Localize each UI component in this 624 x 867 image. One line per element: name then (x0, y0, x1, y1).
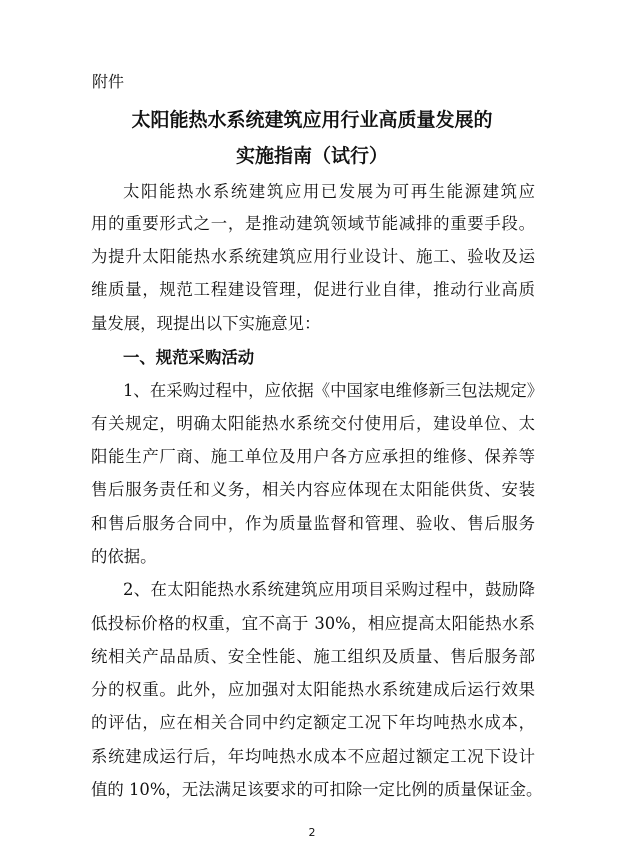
item-1-line: 售后服务责任和义务，相关内容应体现在太阳能供货、安装 (91, 480, 535, 499)
item-2-line: 统相关产品品质、安全性能、施工组织及质量、售后服务部 (91, 647, 535, 666)
item-2-line: 2、在太阳能热水系统建筑应用项目采购过程中，鼓励降 (123, 580, 535, 599)
item-1-line: 1、在采购过程中，应依据《中国家电维修新三包法规定》 (123, 381, 544, 400)
section-heading: 一、规范采购活动 (123, 348, 255, 367)
item-2-line: 低投标价格的权重，宜不高于 30%，相应提高太阳能热水系 (91, 614, 535, 633)
intro-paragraph-line: 太阳能热水系统建筑应用已发展为可再生能源建筑应 (123, 182, 535, 201)
item-2-line: 值的 10%，无法满足该要求的可扣除一定比例的质量保证金。 (91, 780, 543, 799)
item-2-line: 系统建成运行后，年均吨热水成本不应超过额定工况下设计 (91, 747, 535, 766)
item-1-line: 的依据。 (91, 547, 157, 566)
item-1-line: 和售后服务合同中，作为质量监督和管理、验收、售后服务 (91, 514, 535, 533)
document-title-line-1: 太阳能热水系统建筑应用行业高质量发展的 (131, 109, 493, 131)
intro-paragraph-line: 量发展，现提出以下实施意见： (91, 314, 321, 333)
intro-paragraph-line: 维质量，规范工程建设管理，促进行业自律，推动行业高质 (91, 280, 535, 299)
item-2-line: 分的权重。此外，应加强对太阳能热水系统建成后运行效果 (91, 680, 535, 699)
attachment-label: 附件 (92, 72, 125, 91)
intro-paragraph-line: 用的重要形式之一，是推动建筑领域节能减排的重要手段。 (91, 214, 535, 233)
item-1-line: 阳能生产厂商、施工单位及用户各方应承担的维修、保养等 (91, 447, 535, 466)
item-2-line: 的评估，应在相关合同中约定额定工况下年均吨热水成本， (91, 713, 535, 732)
page-number: 2 (308, 826, 316, 839)
document-title-line-2: 实施指南（试行） (235, 145, 388, 167)
intro-paragraph-line: 为提升太阳能热水系统建筑应用行业设计、施工、验收及运 (91, 247, 535, 266)
item-1-line: 有关规定，明确太阳能热水系统交付使用后，建设单位、太 (91, 414, 535, 433)
